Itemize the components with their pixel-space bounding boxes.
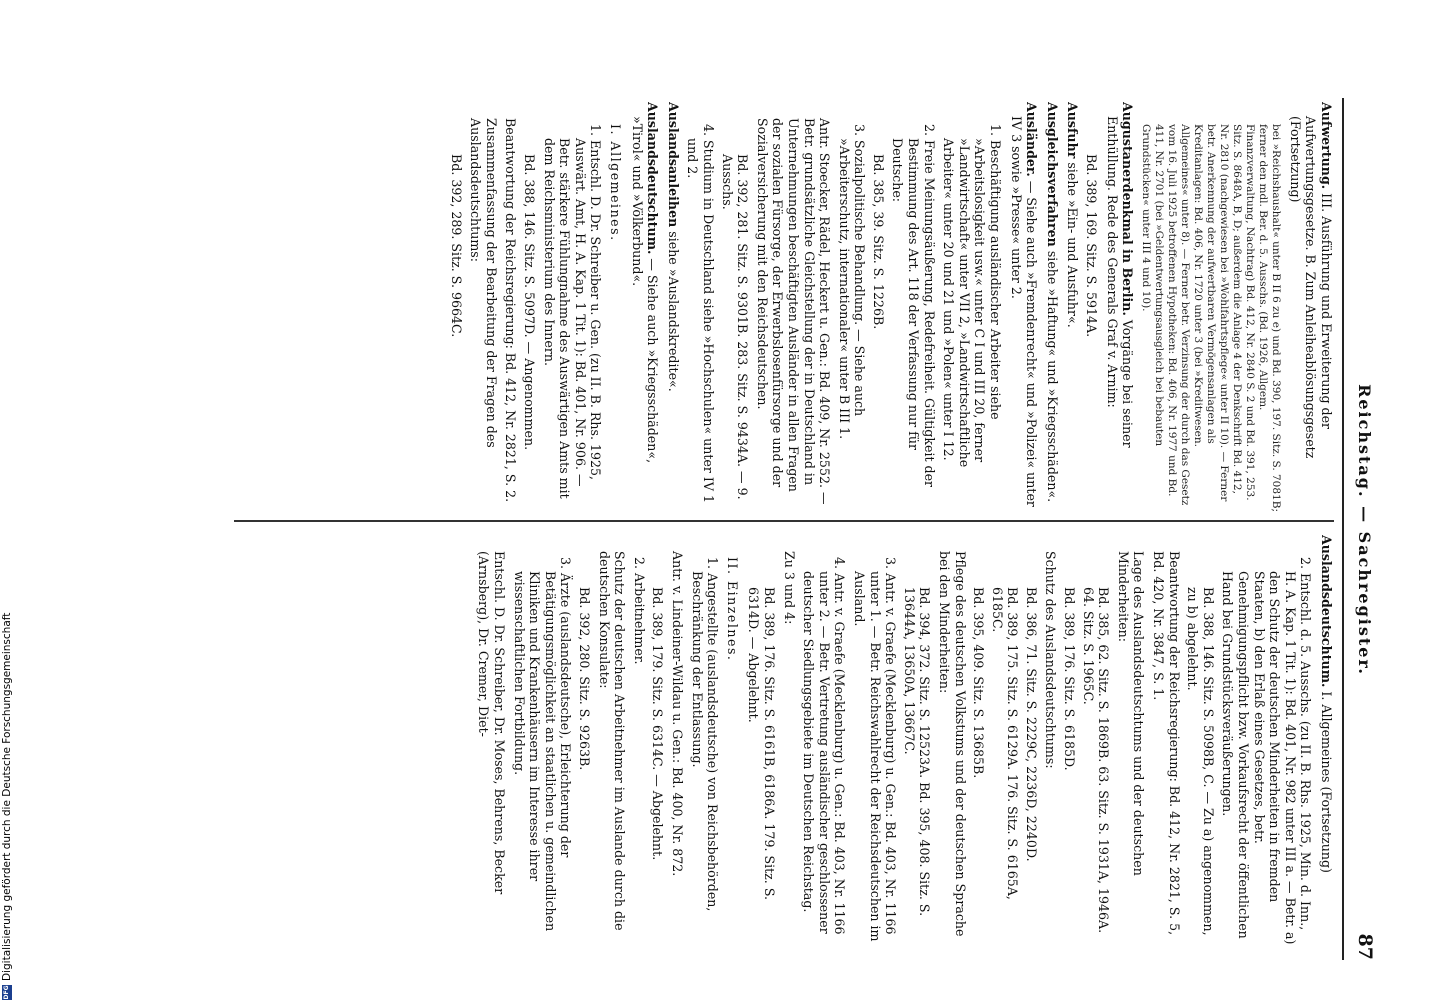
index-sub: Antr. Stoecker, Rädel, Heckert u. Gen.: Bd. 409, Nr. 2552. — Betr. grundsätzliche Gleichstellung der in Deutschland in Unternehmungen beschäftigten Ausländer in allen Fragen der sozialen Fürsorge, der Erwerbslosenfürsorge und der Sozialversicherung mit den Reichsdeutschen.: [754, 118, 833, 505]
index-sub: Zusammenfassung der Bearbeitung der Fragen des Auslandsdeutschtums:: [468, 118, 499, 448]
index-num: 4. Studium in Deutschland siehe »Hochschulen« unter IV 1 und 2.: [685, 124, 716, 503]
index-ref: Bd. 389, 175. Sitz. S. 6129A. 176. Sitz. S. 6165A, 6185C.: [989, 587, 1021, 900]
index-entry: [1287, 102, 1334, 512]
index-ref: Bd. 395, 409. Sitz. S. 13685B.: [971, 587, 987, 779]
index-num: 4. Antr. v. Graefe (Mecklenburg) u. Gen.: Bd. 403, Nr. 1166 unter 2. — Betr. Vertretung ausländischer geschlossener deutscher Siedlungsgebiete im Deutschen Reichstag.: [801, 557, 848, 935]
entry-heading: Aufwertung.: [1319, 102, 1334, 190]
index-sub: Entschl. D. Dr. Schreiber, Dr. Moses, Behrens, Becker (Arnsberg), Dr. Cremer, Diet-: [476, 551, 508, 895]
index-ref: Bd. 392, 289. Sitz. S. 9664C.: [448, 154, 464, 338]
index-ref: Bd. 389, 169. Sitz. S. 5914A.: [1084, 154, 1100, 338]
entry-text: — Siehe auch »Kriegsschäden«, »Tirol« und »Völkerbund«.: [629, 116, 661, 464]
index-ref: Bd. 389, 179. Sitz. S. 6314C. — Abgelehnt.: [650, 587, 666, 861]
index-ref: Bd. 388, 146. Sitz. S. 5097D. — Angenommen.: [522, 154, 538, 451]
index-sub: Beantwortung der Reichsregierung: Bd. 412, Nr. 2821, S. 2.: [503, 118, 519, 503]
entry-text: — Siehe auch »Fremdenrecht« und »Polizei« unter IV 3 sowie »Presse« unter 2.: [1008, 116, 1040, 507]
index-ref: Bd. 392, 280. Sitz. S. 9263B.: [577, 587, 593, 771]
entry-heading: Ausgleichsverfahren: [1044, 102, 1060, 247]
index-sub: Zu 3 und 4:: [781, 551, 797, 625]
index-ref: Bd. 385, 62. Sitz. S. 1869B. 63. Sitz. S. 1931A, 1946A. 64. Sitz. S. 1965C.: [1080, 587, 1112, 934]
index-num: 1. Beschäftigung ausländischer Arbeiter siehe »Arbeitslosigkeit usw.« unter C I und III 20, ferner »Landwirtschaft« unter VII 2, »Landwirtschaftliche Arbeiter« unter 20 und 21 und »Polen« unter I 12.: [941, 124, 1004, 468]
index-sec: I. Allgemeines.: [608, 124, 623, 242]
entry-text: siehe »Ein- und Ausfuhr«.: [1065, 158, 1081, 328]
entry-text: siehe »Auslandskredite«.: [665, 227, 681, 392]
digitization-credit: [0, 0, 24, 1000]
index-ref: Bd. 385, 39. Sitz. S. 1226B.: [870, 154, 886, 330]
header-rule: [1342, 98, 1344, 960]
index-note: bei »Reichshaushalt« unter B II 6 zu e) und Bd. 390, 197. Sitz. S. 7081B; ferner den mdl. Ber. d. 5. Ausschs. (Bd. 1926, Allgem. Finanzverwaltung, Nachtrag) Bd. 412, Nr. 2840 S. 2 und Bd. 391, 253. Sitz. S. 8648A, B, D; außerdem die Anlage 4 der Denkschrift Bd. 412, Nr. 2810 (nachgewiesen bei »Wohlfahrtspflege« unter II 10). — Ferner betr. Anerkennung der aufwertbaren Vermögensanlagen als Kreditanlagen: Bd. 406, Nr. 1720 unter 3 (bei »Kreditwesen. Allgemeines« unter 8). — Ferner betr. Verzinsung der durch das Gesetz vom 16. Juli 1925 betroffenen Hypotheken: Bd. 406, Nr. 1977 und Bd. 411, Nr. 2701 (bei »Geldentwertungsausgleich bei bebauten Grundstücken« unter III 4 und 10).: [1140, 124, 1283, 512]
page-number: 87: [1354, 933, 1376, 960]
entry-heading: Auslandsdeutschtum.: [645, 102, 661, 255]
entry-heading: Auslandsdeutschtum.: [1319, 535, 1334, 688]
index-entry: [1044, 102, 1060, 512]
index-ref: Bd. 392, 281. Sitz. S. 9301B. 283. Sitz. S. 9434A. — 9. Ausschs.: [719, 154, 751, 500]
index-sub: Schutz der deutschen Arbeitnehmer im Auslande durch die deutschen Konsulate:: [596, 551, 628, 931]
index-ref: Bd. 389, 176. Sitz. S. 6161B, 6186A. 179. Sitz. S. 6314D. — Abgelehnt.: [746, 587, 777, 900]
credit-text: Digitalisierung gefördert durch die Deutsche Forschungsgemeinschaft: [1, 612, 13, 981]
entry-heading: Ausfuhr: [1065, 102, 1081, 159]
right-column: [154, 535, 1334, 945]
index-entry: [629, 102, 660, 512]
index-num: 3. Antr. v. Graefe (Mecklenburg) u. Gen.: Bd. 403, Nr. 1166 unter 1. — Betr. Reichswahlrecht der Reichsdeutschen im Ausland.: [851, 557, 899, 942]
index-num: 3. Ärzte (auslandsdeutsche), Erleichterung der Betätigungsmöglichkeit an staatlichen u. gemeindlichen Kliniken und Krankenhäusern im Interesse ihrer wissenschaftlichen Fortbildung.: [511, 557, 574, 932]
entry-heading: Ausländer.: [1024, 102, 1040, 177]
index-sub: Beantwortung der Reichsregierung: Bd. 412, Nr. 2821, S. 5, Bd. 420, Nr. 3847, S. 1.: [1151, 551, 1182, 936]
index-entry: [665, 102, 681, 512]
index-num: 2. Arbeitnehmer.: [631, 557, 647, 665]
running-title: Reichstag. — Sachregister.: [1355, 384, 1374, 676]
index-entry: [1318, 535, 1334, 945]
index-entry: [1104, 102, 1135, 512]
page-header: [1346, 100, 1386, 960]
index-ref: Bd. 394, 372. Sitz. S. 12523A. Bd. 395, 408. Sitz. S. 13644A, 13650A, 13667C.: [901, 587, 933, 917]
index-sub: Schutz des Auslandsdeutschtums:: [1043, 551, 1059, 769]
index-sub: Pflege des deutschen Volkstums und der deutschen Sprache bei den Minderheiten:: [936, 551, 968, 937]
index-ref: Bd. 386, 71. Sitz. S. 2229C, 2236D, 2240D.: [1023, 587, 1039, 862]
index-sub: Antr. v. Lindeiner-Wildau u. Gen.: Bd. 400, Nr. 872.: [670, 551, 686, 877]
index-num: 1. Angestellte (auslandsdeutsche) von Reichsbehörden, Beschränkung der Entlassung.: [689, 557, 721, 912]
entry-text: III. Ausführung und Erweiterung der Aufwertungsgesetze. B. Zum Anleiheablösungsgesetz (Fortsetzung): [1287, 116, 1334, 459]
entry-heading: Auslandsanleihen: [665, 102, 681, 228]
index-num: 1. Entschl. D. Dr. Schreiber u. Gen. (zu II. B. Rhs. 1925, Auswärt. Amt, H. A. Kap. 1 Tit. 1): Bd. 401, Nr. 906. — Betr. stärkere Fühlungnahme des Auswärtigen Amts mit dem Reichsministerium des Innern.: [541, 124, 604, 499]
index-entry: [1065, 102, 1081, 512]
left-column: [154, 102, 1334, 512]
index-sec: II. Einzelnes.: [724, 557, 740, 662]
entry-heading: Augustanerdenkmal in Berlin.: [1120, 102, 1136, 316]
column-divider: [234, 520, 1334, 522]
index-num: 2. Entschl. d. 5. Ausschs. (zu II. B. Rhs. 1925, Min. d. Inn., H. A. Kap. 1 Tit. 1): Bd. 401, Nr. 982 unter III a. — Betr. a) den Schutz der deutschen Minderheiten in fremden Staaten, b) den Erlaß eines Gesetzes, betr. Genehmigungspflicht bzw. Vorkaufsrecht der öffentlichen Hand bei Grundstücksveräußerungen.: [1220, 557, 1314, 945]
index-ref: Bd. 389, 176. Sitz. S. 6185D.: [1062, 587, 1078, 771]
entry-text: I. Allgemeines (Fortsetzung): [1319, 687, 1334, 873]
dfg-logo-icon: DFG: [3, 985, 10, 1000]
index-entry: [1008, 102, 1039, 512]
index-ref: Bd. 388, 146. Sitz. S. 5098B, C. — Zu a) angenommen, zu b) abgelehnt.: [1185, 587, 1216, 936]
index-num: 3. Sozialpolitische Behandlung. — Siehe auch »Arbeiterschutz, internationaler« unter B III 1.: [836, 124, 868, 440]
entry-text: siehe »Haftung« und »Kriegsschäden«.: [1044, 246, 1060, 503]
index-sub: Lage des Auslandsdeutschtums und der deutschen Minderheiten:: [1115, 551, 1147, 876]
entry-text: Vorgänge bei seiner Enthüllung. Rede des Generals Graf v. Arnim:: [1104, 116, 1136, 448]
index-num: 2. Freie Meinungsäußerung, Redefreiheit. Gültigkeit der Bestimmung des Art. 118 der Verfassung nur für Deutsche:: [890, 124, 937, 488]
